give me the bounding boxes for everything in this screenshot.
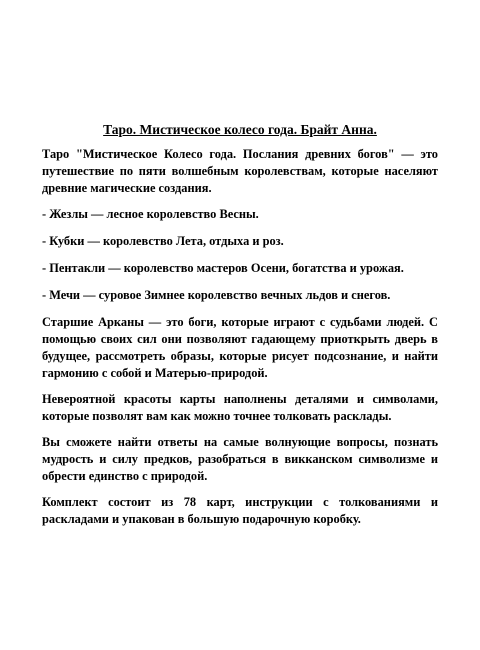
suit-pentacles-item: - Пентакли — королевство мастеров Осени, богатства и урожая.	[42, 261, 404, 275]
card-details-paragraph: Невероятной красоты карты наполнены деталями и символами, которые позволят вам как можно точнее толковать расклады.	[42, 392, 438, 423]
intro-paragraph: Таро "Мистическое Колесо года. Послания древних богов" — это путешествие по пяти волшебным королевствам, которые населяют древние магические создания.	[42, 147, 438, 195]
suit-cups-item: - Кубки — королевство Лета, отдыха и роз.	[42, 234, 284, 248]
suit-swords-item: - Мечи — суровое Зимнее королевство вечных льдов и снегов.	[42, 288, 391, 302]
document-title: Таро. Мистическое колесо года. Брайт Анна.	[103, 122, 377, 137]
contents-paragraph: Комплект состоит из 78 карт, инструкции с толкованиями и раскладами и упакован в большую подарочную коробку.	[42, 495, 438, 526]
major-arcana-paragraph: Старшие Арканы — это боги, которые играют с судьбами людей. С помощью своих сил они позволяют гадающему приоткрыть дверь в будущее, рассмотреть образы, которые рисует подсознание, и найти гармонию с собой и Матерью-природой.	[42, 315, 438, 380]
answers-paragraph: Вы сможете найти ответы на самые волнующие вопросы, познать мудрость и силу предков, разобраться в викканском символизме и обрести единство с природой.	[42, 435, 438, 483]
suit-wands-item: - Жезлы — лесное королевство Весны.	[42, 207, 259, 221]
document-body	[42, 121, 438, 537]
